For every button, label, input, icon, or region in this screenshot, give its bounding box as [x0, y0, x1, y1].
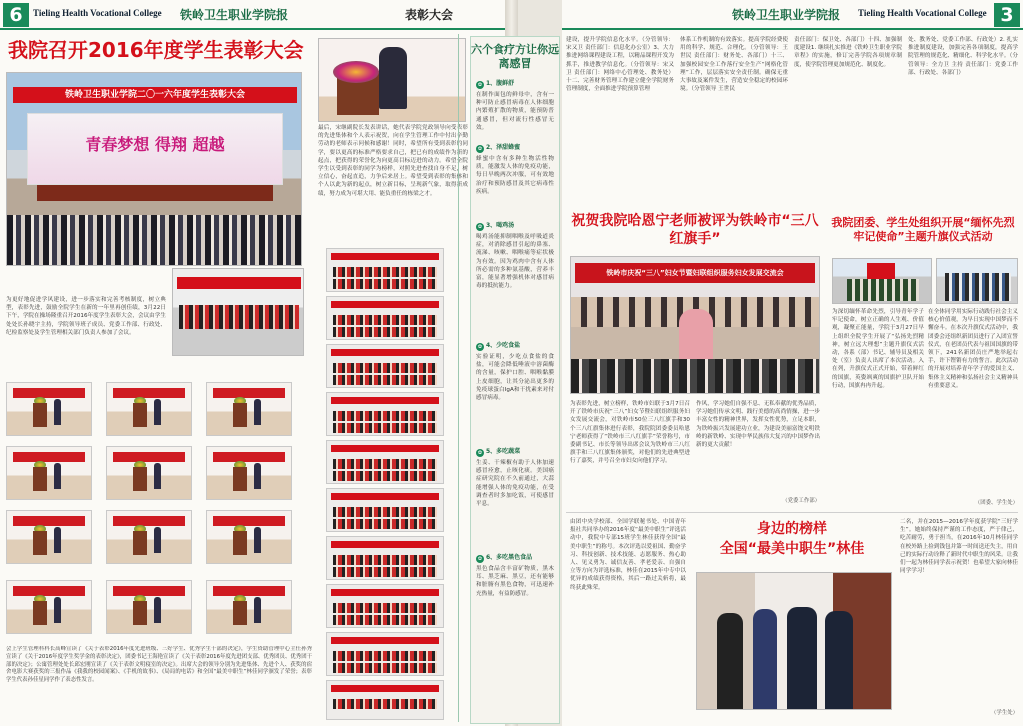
header-chinese-name: 铁岭卫生职业学院报	[180, 8, 289, 22]
sidebar-item-heading: 2、泽甜蜂蜜	[486, 144, 521, 151]
group-photo	[326, 344, 444, 388]
article-headline: 我院召开2016年度学生表彰大会	[8, 38, 304, 62]
sidebar-item	[476, 220, 554, 337]
header-english-name: Tieling Health Vocational College	[858, 8, 987, 18]
left-page	[0, 0, 505, 726]
thumbnail-photo	[106, 510, 192, 564]
right-page	[562, 0, 1023, 726]
sidebar-item-heading: 5、多吃蔬菜	[486, 448, 521, 455]
meeting-photo	[570, 256, 820, 394]
page-number: 6	[3, 3, 29, 27]
thumbnail-photo	[6, 510, 92, 564]
award-stage-photo	[172, 268, 304, 356]
sidebar-item-heading: 1、腹鲜舒	[486, 80, 515, 87]
meeting-banner: 铁岭市庆祝“三八”妇女节暨妇联组织服务妇女发展交流会	[575, 263, 815, 283]
stage-slogan: 青春梦想 得翔 超越	[85, 135, 225, 154]
plan-text-col-3: 责任部门：保卫处、各部门）十四、加强制度建设1. 继续扎实推进《铁岭卫生职业学院章程》的实施，修订完善学院各项规章制度，使学院管理更加规范化、制度化。	[794, 37, 902, 68]
thumbnail-photo	[106, 382, 192, 436]
thumbnail-photo	[206, 580, 292, 634]
sidebar-item	[476, 78, 554, 139]
ceremony-photo	[6, 72, 302, 266]
student-with-police-photo	[696, 572, 892, 710]
sidebar-item-text: 蜂蜜中含有多种生物活性物质，能激发人体的免疫功能，每日早晚两次冲服，可有效地治疗和预防感冒及其它病毒性疾病。	[476, 156, 554, 195]
health-sidebar	[470, 36, 560, 724]
section-title: 表彰大会	[405, 8, 454, 22]
role-model-headline-1: 身边的榜样	[757, 521, 827, 537]
group-photo	[326, 584, 444, 628]
stage-front	[37, 185, 273, 201]
group-photo	[326, 536, 444, 580]
left-page-header	[0, 0, 505, 30]
thumbnail-photo	[6, 446, 92, 500]
leaf-icon: ✿	[477, 450, 483, 456]
sidebar-item	[476, 142, 554, 217]
role-model-text-col-2: 二名，并在2015—2016学年度获学院“三好学生”。她始终保持严谨的工作态度，严于律己，吃苦耐劳，勇于担当，在2016年10月林佳同学在校外路上捡到钱包并第一时间送还失主，用自己的实际行动诠释了新时代中职生的风采。让我们一起为林佳同学表示祝贺！也希望大家向林佳同学学习！	[900, 519, 1018, 575]
red-flag-text-col-2: 作风，学习她们自强不息、无私奉献的优秀品质，学习她们传承文明、践行美德的高尚情操，进一步丰富女性的精神世界，发挥女性优势，立足本职，为铁岭振兴发展建功立业，为建设美丽富饶文明铁岭的新铁岭、实现中华民族伟大复兴的中国梦作出新的更大贡献！	[696, 401, 820, 449]
sidebar-item-text: 实验证明，少吃点食盐的食盐，可能会降低唾液中溶菌酶的含量，保护口腔、咽喉黏膜上皮细胞，让其分泌出更多的免疫球蛋白IgA和干扰素来对付感冒病毒。	[476, 354, 554, 402]
flag-icon	[867, 263, 895, 279]
sidebar-title: 六个食疗方让你远离感冒	[471, 43, 559, 70]
plan-text-col-4: 处、教务处、党委工作部、行政处）2. 扎实推进制度建设，加强完善各项制度，提高学院管理的规范化、精细化、科学化水平。（分管领导：全力卫 主持 责任部门：党委工作部、行政处、各部门）	[908, 37, 1018, 76]
header-english-name: Tieling Health Vocational College	[33, 8, 162, 18]
stage-backdrop	[27, 113, 283, 185]
group-photo	[326, 632, 444, 676]
sidebar-item-text: 生姜、干辣椒有助于人体加速感冒痊愈，止咳化痰。美国癌症研究院在不久前通过，大蒜能增强人体的免疫功能，在受调查者时多加吃饭，可使感冒平息。	[476, 460, 554, 508]
leaf-icon: ✿	[477, 146, 483, 152]
leaf-icon: ✿	[477, 82, 483, 88]
plan-text-col-2: 体系工作机制的有效落实。提高学院经费使用的科学、规范、合理化。（分管领导：王世民 责任部门：财务处、各部门）十三、加强校园安全工作落行安全生产“网格化管理”工作，层层落实安全责任制。确保无重大事故及案件发生，营造安全稳定的校园环境。（分管领导 王世民	[680, 37, 788, 93]
group-photo	[326, 248, 444, 292]
sidebar-item	[476, 446, 554, 549]
thumbnail-photo	[206, 510, 292, 564]
banner-text: 铁岭卫生职业学院二〇一六年度学生表彰大会	[13, 87, 297, 103]
group-photo	[326, 392, 444, 436]
flag-ceremony-text-col-2: 在全体同学用实际行动践行社会主义核心价值观，为早日实现中国梦而不懈奋斗。在本次升旗仪式活动中，我团委会还组织新团员进行了入团宣誓仪式，在老团员代表与祖国国旗的带领下，241名新团员庄严地举起右手，许下铿锵有力的誓言。此次活动的开展对培养青年学子的爱国主义、集体主义精神和弘扬社会主义精神具有重要意义。	[928, 309, 1018, 389]
thumbnail-photo	[106, 446, 192, 500]
award-announcement-text: 会上学生管理科科长高峰宣读了《关于表彰2016年度先进班级、三好学生、优秀学生干部的决定》，学生资助管理中心主任孙秀宣读了《关于2016年度学生奖学金的表彰决定》，团委书记王海艳宣读了《关于表彰2016年度先进团支部、优秀团员、优秀团干部的决定》；公寓管理处处长邱宏刚宣读了《关于表彰文明寝室的决定》。出席大会的领导分别为先进集体、先进个人、获奖的宿舍电影大赛获奖的三报作品《我我的校园闻案》、《手机的故事》、《局局的电话》和全国“最美中职生”林佳同学颁发了荣誉；表彰学生代表孙佳星同学作了表态性发言。	[6, 646, 312, 684]
speaker-photo	[318, 38, 466, 122]
sidebar-item	[476, 552, 554, 635]
thumbnail-photo	[6, 580, 92, 634]
sidebar-item-text: 喝鸡汤能抑制咽喉及呼吸道炎症，对消除感冒引起的鼻塞、流涕、咳嗽、咽喉痛等症状极为有效。因为鸡肉中含有人体所必需的多种氨基酸，营养丰富，能显著增强机体对感冒病毒的抵抗能力。	[476, 234, 554, 290]
thumbnail-photo	[206, 382, 292, 436]
sidebar-item-text: 黑色食品含丰富矿物质，黑木耳、黑芝麻、黑豆，还有能够和脏腑有黑色食物，可迅速补充热量，有益防感冒。	[476, 566, 554, 597]
red-flag-credit: （党委工作部）	[782, 498, 820, 504]
thumbnail-photo	[106, 580, 192, 634]
sidebar-items	[471, 78, 559, 635]
crowd	[7, 215, 301, 265]
sidebar-item-heading: 6、多吃黑色食品	[486, 554, 533, 561]
group-photo	[326, 680, 444, 720]
group-photo	[326, 488, 444, 532]
thumbnail-photo	[6, 382, 92, 436]
sidebar-item-text: 在制作面包的鲜母中，含有一种可防止感冒病毒在人体细胞内繁殖扩散的物质，能预防普通感冒，但对流行性感冒无效。	[476, 92, 554, 131]
sidebar-item-heading: 3、喝鸡汤	[486, 222, 515, 229]
header-chinese-name: 铁岭卫生职业学院报	[732, 8, 841, 22]
leaf-icon: ✿	[477, 224, 483, 230]
thumbnail-photo	[206, 446, 292, 500]
sidebar-item	[476, 340, 554, 443]
plan-text-col-1: 建设，提升学院信息化水平。（分管领导：宋又卫 责任部门：信息化办公室）3、大力推进网络课程建设工程，以精品课程开发为抓手，推进教学信息化。（分管领导：宋又卫 责任部门：网络中心管理处、教务处）十二、完善财务管理工作建立健全学院财务管理制度，全面推进学院预算管理	[566, 37, 674, 93]
intro-text: 为更好地促进学风建设，进一步落实和完善考核制度，树立典型，表彰先进，鼓励全院学生在新的一年里再创佳绩，3月22日下午，学院在操场隆重召开2016年度学生表彰大会，会议由学生处处长孙晓宇主持，学院领导班子成员、党委工作部、行政处、纪检监察处及学生管理相关部门负责人参加了会议。	[6, 297, 166, 336]
leaf-icon: ✿	[477, 556, 483, 562]
flag-ceremony-headline: 我院团委、学生处组织开展“缅怀先烈 牢记使命”主题升旗仪式活动	[831, 216, 1015, 243]
role-model-text-col-1: 由团中央学校部、全国学联秘书处、中国青年报社共同举办的2016年度“最美中职生”评选活动中，我院中专部15班学生林佳获得全国“最美中职生”的称号。本次评选以爱祖国、勤奋学习、科技创新、技术技能、志愿服务、热心助人、见义勇为、诚信友善、孝老爱亲、自强自立等方向为评选标准，林佳在2015年中专中以优异的成绩获得资格，其后一路过关斩将，最终获此殊荣。	[570, 519, 686, 591]
flag-ceremony-credit: （团委、学生处）	[974, 500, 1018, 506]
flag-guard-photo	[832, 258, 932, 304]
role-model-credit: （学生处）	[991, 710, 1018, 716]
group-photo	[326, 440, 444, 484]
section-divider	[566, 512, 1018, 513]
leaf-icon: ✿	[477, 344, 483, 350]
flower-arrangement-icon	[333, 61, 379, 83]
red-flag-headline: 祝贺我院哈恩宁老师被评为铁岭市“三八红旗手”	[571, 213, 819, 247]
sidebar-item-heading: 4、少吃食盐	[486, 342, 521, 349]
group-photo	[326, 296, 444, 340]
closing-remarks-text: 最后，宋继副院长发表讲话，她代表学院党政领导向受表彰的先进集体和个人表示祝贺，向在学生管理工作中付出辛勤劳动的老师表示问候和感谢！同时，希望所有受到表彰的同学，要以更高的标准严格要求自己，把已有的成绩作为新的起点，把获得的荣誉化为向更高目标迈进的动力。希望全院学生以受到表彰的同学为榜样，对照先进查找自身不足，树立信心，奋起直追，力争后来居上。希望受到表彰的集体和个人以此为新的起点，树立新目标，呈现新气象，取得新成绩，努力成为可堪大用、能负重任的栋梁之才。	[318, 125, 468, 197]
page-number: 3	[994, 3, 1020, 27]
flag-ceremony-text-col-1: 为深切缅怀革命先烈，引导青年学子牢记使命，树立正确的人生观、价值观，凝聚正能量，学院于3月27日早上组织全院学生开展了“弘扬先烈精神，树立远大理想”主题升旗仪式活动，各系（部）书记、辅导员及相关处（室）负责人出席了本次活动。入在列，升旗仪式正式开始，带着鲜红的国旗，英姿飒爽的国旗护卫队开始行动，国旗冉冉升起。	[832, 309, 924, 389]
red-flag-text-col-1: 为表彰先进，树立榜样，铁岭市妇联于3月7日召开了铁岭市庆祝“三八”妇女节暨妇联组织服务妇女发展交流会，对铁岭市50位三八红旗手和30个三八红旗集体进行表彰，我院院团委委员哈恩宁老师获得了“铁岭市三八红旗手”荣誉称号，市委副书记、市长等领导出席会议为铁岭市三八红旗手和三八红旗集体颁奖，对他们的先进典型进行了嘉奖，并号召全市妇女向他们学习。	[570, 401, 690, 465]
students-photo	[936, 258, 1018, 304]
right-page-header	[562, 0, 1023, 30]
role-model-headline-2: 全国“最美中职生”林佳	[719, 541, 865, 557]
